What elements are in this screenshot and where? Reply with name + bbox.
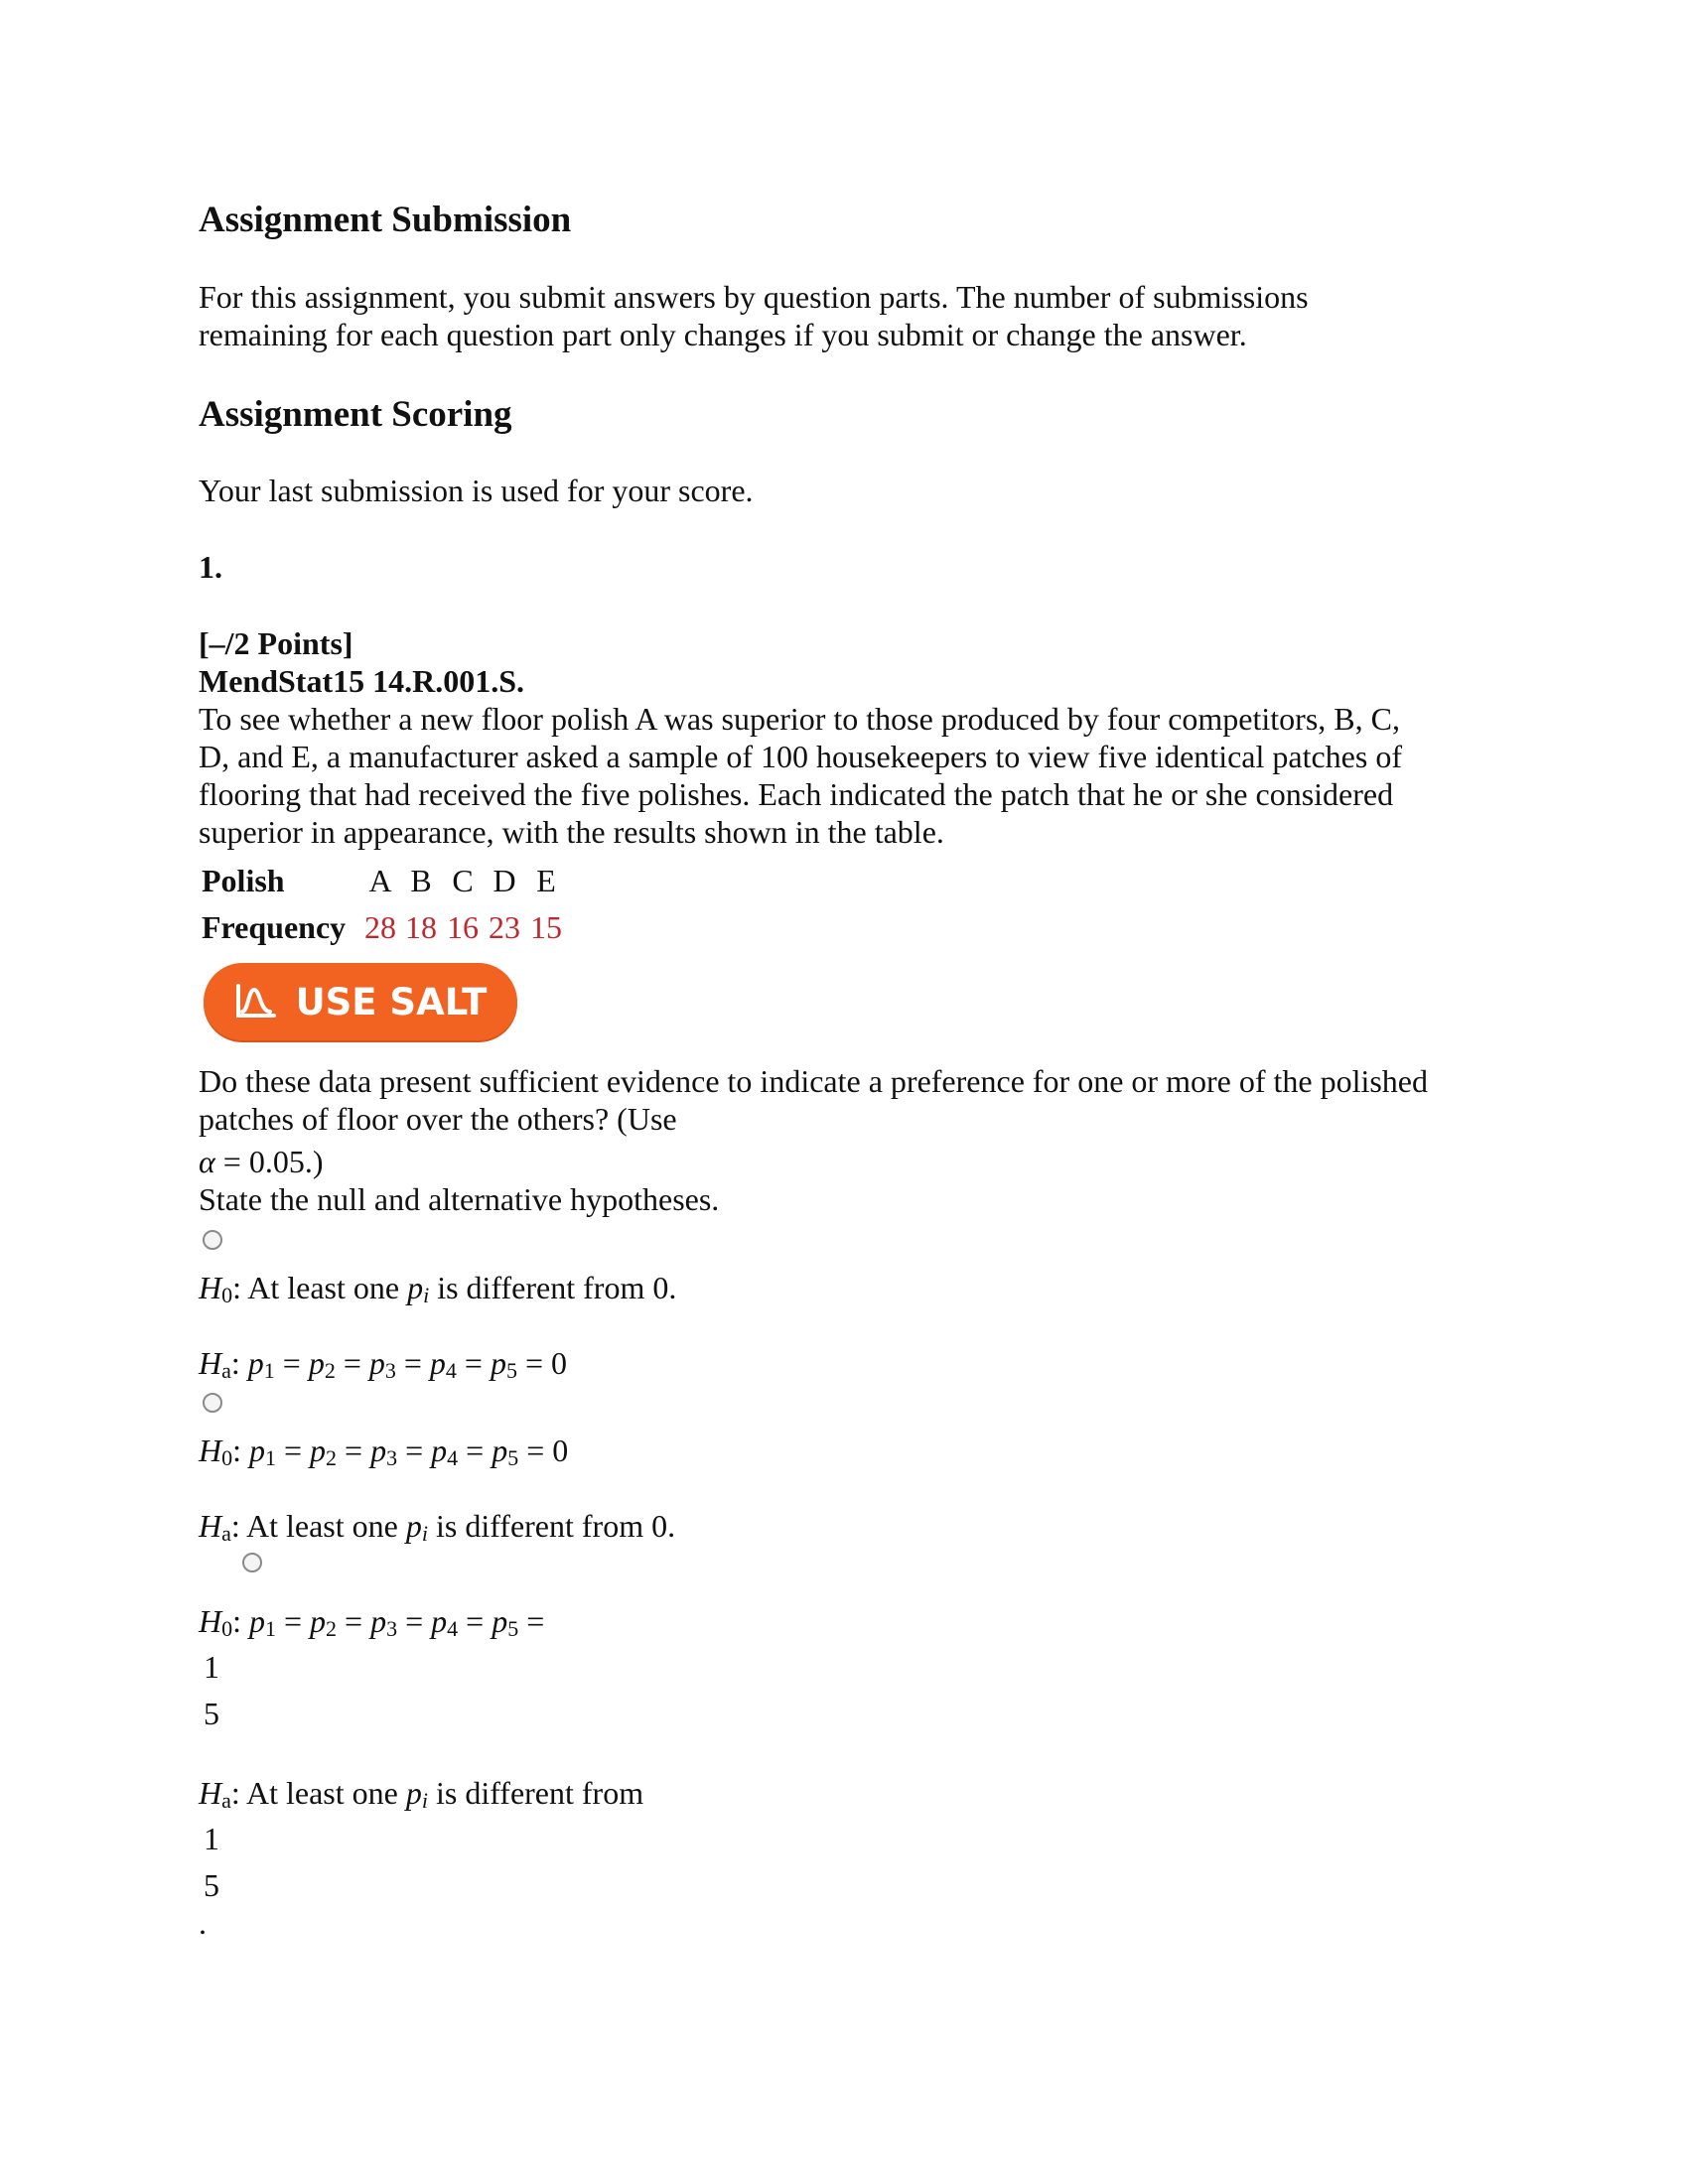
p-symbol: p xyxy=(368,1345,385,1381)
alpha-value: = 0.05.) xyxy=(214,1144,324,1179)
colon: : xyxy=(232,1603,249,1639)
polish-cell: C xyxy=(452,863,474,898)
question-prompt-line-1: To see whether a new floor polish A was superior to those produced by four competitors, B, C, xyxy=(199,701,1400,737)
alpha-line xyxy=(199,1143,324,1180)
p-subscript: 5 xyxy=(507,1445,519,1470)
polish-cell: B xyxy=(410,863,432,898)
polish-cell: A xyxy=(368,863,392,898)
submission-text-line-1: For this assignment, you submit answers by question parts. The number of submissions xyxy=(199,279,1309,315)
option-3-h0-numerator: 1 xyxy=(204,1649,219,1685)
equals: = xyxy=(276,1433,311,1468)
question-prompt-line-2: D, and E, a manufacturer asked a sample of 100 housekeepers to view five identical patches of xyxy=(199,739,1402,774)
use-salt-button[interactable] xyxy=(204,963,517,1040)
question-ask-line-2: patches of floor over the others? (Use xyxy=(199,1101,677,1137)
frequency-cell: 15 xyxy=(530,909,562,945)
h-symbol: H xyxy=(199,1775,222,1811)
p-symbol: p xyxy=(405,1775,422,1811)
question-code: MendStat15 14.R.001.S. xyxy=(199,663,525,699)
scoring-heading: Assignment Scoring xyxy=(199,394,512,435)
colon: : xyxy=(230,1345,248,1381)
p-symbol: p xyxy=(370,1603,387,1639)
equals: = xyxy=(276,1603,311,1639)
p-symbol: p xyxy=(310,1603,327,1639)
use-salt-label: USE SALT xyxy=(295,980,488,1024)
option-3-radio[interactable] xyxy=(242,1553,262,1572)
option-2-h0 xyxy=(199,1432,568,1477)
h0-subscript: 0 xyxy=(221,1616,233,1641)
option-3-h0 xyxy=(199,1602,544,1648)
h-symbol: H xyxy=(199,1433,222,1468)
option-1-ha xyxy=(199,1344,567,1390)
p-symbol: p xyxy=(405,1508,422,1544)
ha-subscript: a xyxy=(221,1358,231,1383)
option-3-ha-tail: is different from xyxy=(427,1775,644,1811)
option-1-radio[interactable] xyxy=(203,1230,222,1250)
i-subscript: i xyxy=(421,1521,428,1546)
p-symbol: p xyxy=(431,1433,448,1468)
option-1-h0 xyxy=(199,1269,676,1314)
option-2-ha-tail: is different from 0. xyxy=(427,1508,676,1544)
ha-subscript: a xyxy=(221,1788,231,1813)
p-subscript: 4 xyxy=(445,1358,457,1383)
polish-row xyxy=(202,858,567,904)
submission-heading: Assignment Submission xyxy=(199,200,572,240)
question-number: 1. xyxy=(199,549,222,585)
option-2-radio[interactable] xyxy=(203,1393,222,1413)
p-subscript: 1 xyxy=(265,1616,276,1641)
polish-cell: E xyxy=(536,863,556,898)
p-subscript: 3 xyxy=(384,1358,396,1383)
p-subscript: 4 xyxy=(447,1445,459,1470)
p-symbol: p xyxy=(308,1345,325,1381)
equals: = xyxy=(395,1345,430,1381)
option-3-period: . xyxy=(199,1905,207,1941)
option-2-ha-text: : At least one xyxy=(230,1508,406,1544)
option-3-ha-numerator: 1 xyxy=(204,1821,219,1856)
p-symbol: p xyxy=(429,1345,446,1381)
p-symbol: p xyxy=(492,1433,508,1468)
p-subscript: 3 xyxy=(386,1445,398,1470)
p-subscript: 2 xyxy=(326,1445,338,1470)
question-prompt-line-3: flooring that had received the five polishes. Each indicated the patch that he or she considered xyxy=(199,776,1394,812)
option-3-ha-denominator: 5 xyxy=(204,1867,219,1903)
option-2-h0-tail: = 0 xyxy=(518,1433,569,1468)
frequency-cell: 18 xyxy=(405,909,437,945)
frequency-cell: 16 xyxy=(447,909,479,945)
frequency-label: Frequency xyxy=(202,909,347,945)
p-symbol: p xyxy=(431,1603,448,1639)
h0-subscript: 0 xyxy=(221,1283,233,1307)
option-3-ha xyxy=(199,1774,643,1820)
h-symbol: H xyxy=(199,1270,222,1305)
p-subscript: 1 xyxy=(265,1445,276,1470)
submission-text-line-2: remaining for each question part only changes if you submit or change the answer. xyxy=(199,317,1247,352)
question-ask-line-1: Do these data present sufficient evidence to indicate a preference for one or more of the polished xyxy=(199,1063,1428,1099)
frequency-cell: 23 xyxy=(489,909,520,945)
colon: : xyxy=(232,1433,249,1468)
option-3-h0-tail: = xyxy=(518,1603,545,1639)
h0-subscript: 0 xyxy=(221,1445,233,1470)
p-subscript: 4 xyxy=(447,1616,459,1641)
p-symbol: p xyxy=(249,1433,265,1468)
equals: = xyxy=(337,1433,371,1468)
p-symbol: p xyxy=(370,1433,387,1468)
option-3-ha-text: : At least one xyxy=(230,1775,406,1811)
alpha-symbol: α xyxy=(199,1144,215,1179)
equals: = xyxy=(274,1345,309,1381)
equals: = xyxy=(397,1433,432,1468)
frequency-row xyxy=(202,904,567,951)
scoring-text: Your last submission is used for your score. xyxy=(199,473,754,508)
p-subscript: 2 xyxy=(326,1616,338,1641)
equals: = xyxy=(458,1433,492,1468)
option-1-ha-tail: = 0 xyxy=(516,1345,567,1381)
p-subscript: 2 xyxy=(324,1358,336,1383)
equals: = xyxy=(456,1345,491,1381)
equals: = xyxy=(458,1603,492,1639)
p-symbol: p xyxy=(490,1345,506,1381)
h-symbol: H xyxy=(199,1508,222,1544)
p-symbol: p xyxy=(407,1270,424,1305)
question-prompt-line-4: superior in appearance, with the results shown in the table. xyxy=(199,814,944,850)
state-hypotheses-prompt: State the null and alternative hypotheses. xyxy=(199,1181,720,1217)
option-2-ha xyxy=(199,1507,675,1553)
ha-subscript: a xyxy=(221,1521,231,1546)
p-symbol: p xyxy=(492,1603,508,1639)
p-subscript: 5 xyxy=(505,1358,517,1383)
equals: = xyxy=(335,1345,369,1381)
equals: = xyxy=(397,1603,432,1639)
h-symbol: H xyxy=(199,1603,222,1639)
i-subscript: i xyxy=(423,1283,430,1307)
polish-label: Polish xyxy=(202,863,285,898)
i-subscript: i xyxy=(421,1788,428,1813)
equals: = xyxy=(337,1603,371,1639)
h-symbol: H xyxy=(199,1345,222,1381)
option-3-h0-denominator: 5 xyxy=(204,1696,219,1731)
salt-chart-icon xyxy=(234,982,278,1022)
question-points: [–/2 Points] xyxy=(199,625,353,661)
polish-frequency-table xyxy=(202,858,567,951)
frequency-cell: 28 xyxy=(364,909,396,945)
p-symbol: p xyxy=(310,1433,327,1468)
p-subscript: 5 xyxy=(507,1616,519,1641)
p-subscript: 3 xyxy=(386,1616,398,1641)
p-subscript: 1 xyxy=(263,1358,275,1383)
option-1-h0-tail: is different from 0. xyxy=(429,1270,677,1305)
p-symbol: p xyxy=(249,1603,265,1639)
polish-cell: D xyxy=(492,863,516,898)
p-symbol: p xyxy=(247,1345,264,1381)
option-1-h0-text: : At least one xyxy=(232,1270,408,1305)
